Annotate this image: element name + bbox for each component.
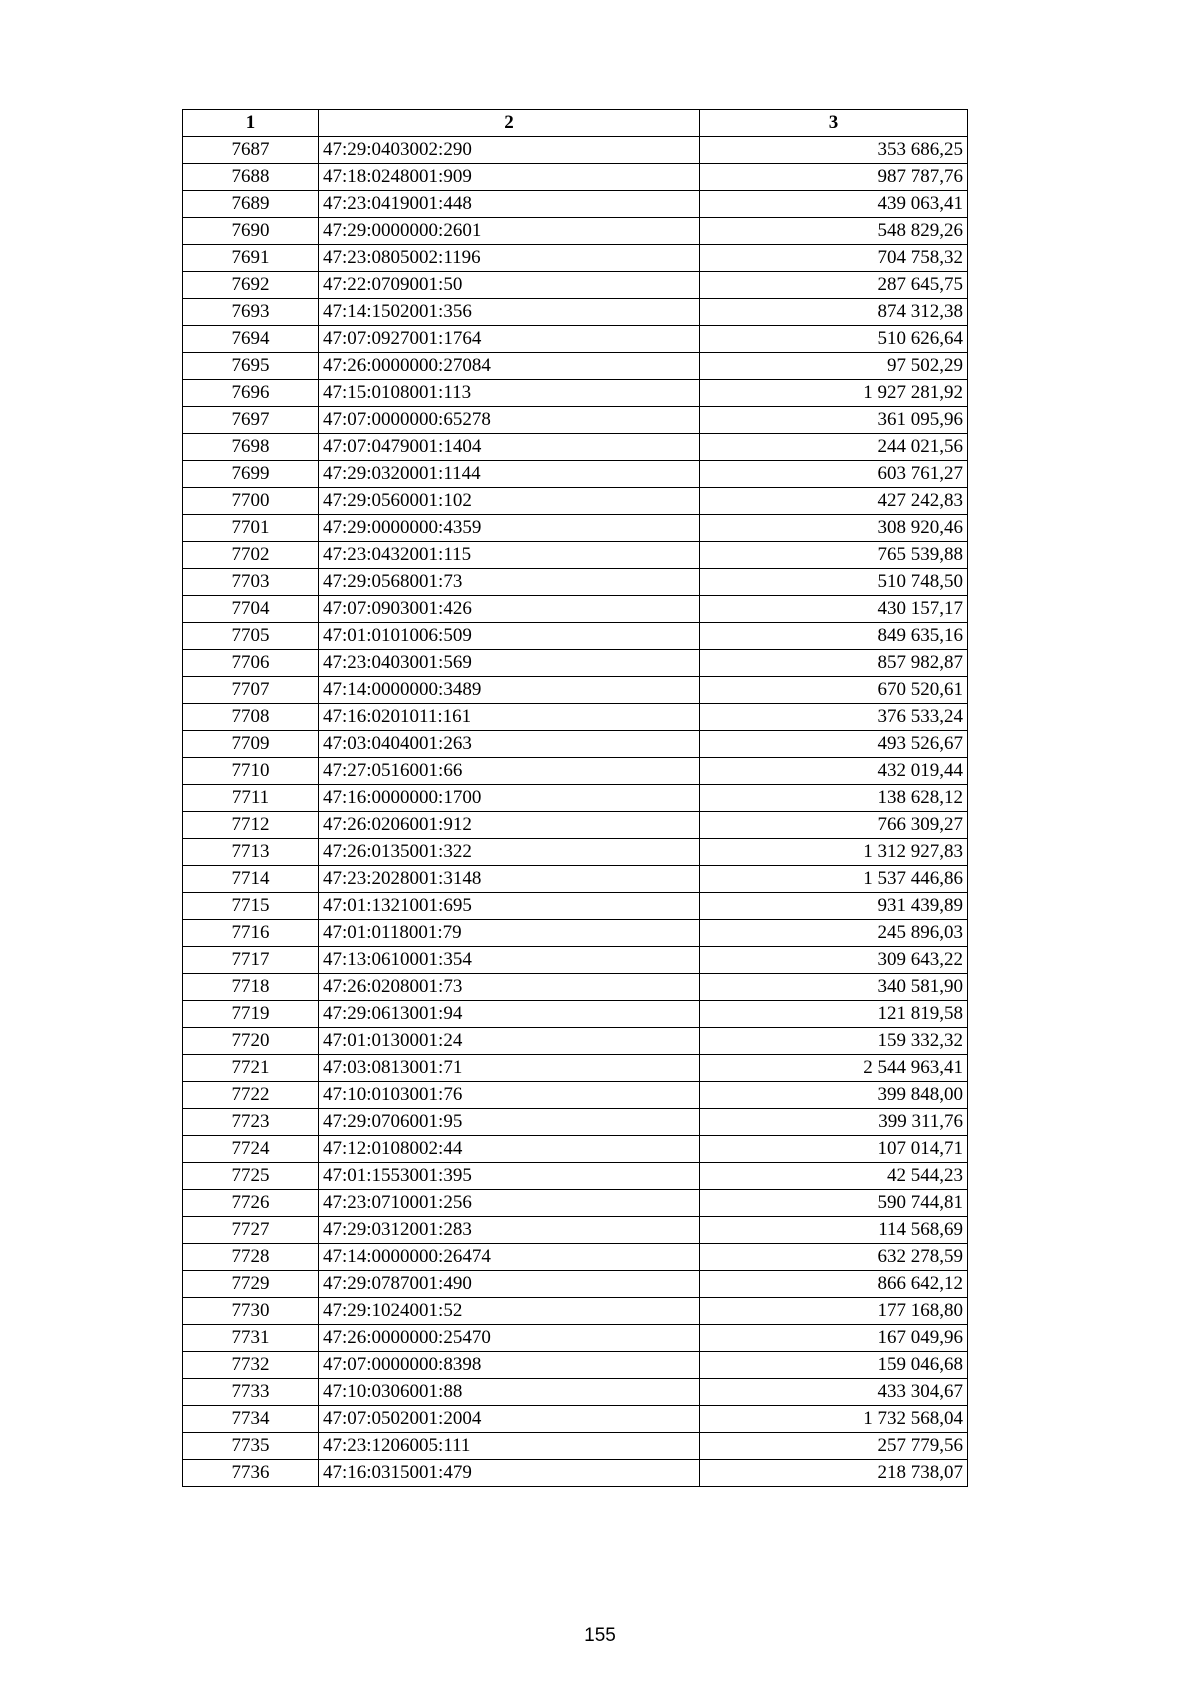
cadastral-number-cell: 47:29:0403002:290 [319, 137, 700, 164]
value-cell: 1 927 281,92 [700, 380, 968, 407]
value-cell: 765 539,88 [700, 542, 968, 569]
value-cell: 987 787,76 [700, 164, 968, 191]
row-number-cell: 7697 [183, 407, 319, 434]
value-cell: 399 311,76 [700, 1109, 968, 1136]
table-row [183, 1460, 968, 1487]
value-cell: 603 761,27 [700, 461, 968, 488]
table-row [183, 434, 968, 461]
value-cell: 670 520,61 [700, 677, 968, 704]
row-number-cell: 7730 [183, 1298, 319, 1325]
cadastral-number-cell: 47:01:0101006:509 [319, 623, 700, 650]
row-number-cell: 7712 [183, 812, 319, 839]
row-number-cell: 7719 [183, 1001, 319, 1028]
cadastral-number-cell: 47:03:0404001:263 [319, 731, 700, 758]
cadastral-number-cell: 47:26:0208001:73 [319, 974, 700, 1001]
row-number-cell: 7692 [183, 272, 319, 299]
cadastral-number-cell: 47:29:0706001:95 [319, 1109, 700, 1136]
row-number-cell: 7731 [183, 1325, 319, 1352]
table-row [183, 785, 968, 812]
row-number-cell: 7735 [183, 1433, 319, 1460]
table-row [183, 758, 968, 785]
row-number-cell: 7727 [183, 1217, 319, 1244]
cadastral-number-cell: 47:12:0108002:44 [319, 1136, 700, 1163]
value-cell: 138 628,12 [700, 785, 968, 812]
value-cell: 159 046,68 [700, 1352, 968, 1379]
cadastral-number-cell: 47:07:0000000:8398 [319, 1352, 700, 1379]
cadastral-number-cell: 47:29:1024001:52 [319, 1298, 700, 1325]
value-cell: 931 439,89 [700, 893, 968, 920]
row-number-cell: 7690 [183, 218, 319, 245]
table-row [183, 1163, 968, 1190]
table-row [183, 1001, 968, 1028]
table-row [183, 1379, 968, 1406]
cadastral-number-cell: 47:26:0000000:25470 [319, 1325, 700, 1352]
row-number-cell: 7701 [183, 515, 319, 542]
value-cell: 399 848,00 [700, 1082, 968, 1109]
row-number-cell: 7729 [183, 1271, 319, 1298]
row-number-cell: 7734 [183, 1406, 319, 1433]
table-row [183, 704, 968, 731]
row-number-cell: 7713 [183, 839, 319, 866]
row-number-cell: 7733 [183, 1379, 319, 1406]
cadastral-number-cell: 47:29:0000000:2601 [319, 218, 700, 245]
table-row [183, 731, 968, 758]
value-cell: 287 645,75 [700, 272, 968, 299]
value-cell: 97 502,29 [700, 353, 968, 380]
cadastral-number-cell: 47:07:0502001:2004 [319, 1406, 700, 1433]
table-row [183, 515, 968, 542]
cadastral-number-cell: 47:29:0560001:102 [319, 488, 700, 515]
table-row [183, 461, 968, 488]
cadastral-number-cell: 47:15:0108001:113 [319, 380, 700, 407]
table-row [183, 218, 968, 245]
table-row [183, 1190, 968, 1217]
row-number-cell: 7705 [183, 623, 319, 650]
row-number-cell: 7695 [183, 353, 319, 380]
row-number-cell: 7715 [183, 893, 319, 920]
value-cell: 1 732 568,04 [700, 1406, 968, 1433]
cadastral-number-cell: 47:10:0103001:76 [319, 1082, 700, 1109]
table-row [183, 1109, 968, 1136]
table-row [183, 1325, 968, 1352]
cadastral-number-cell: 47:26:0135001:322 [319, 839, 700, 866]
cadastral-number-cell: 47:23:1206005:111 [319, 1433, 700, 1460]
table-row [183, 326, 968, 353]
value-cell: 766 309,27 [700, 812, 968, 839]
cadastral-number-cell: 47:29:0320001:1144 [319, 461, 700, 488]
row-number-cell: 7723 [183, 1109, 319, 1136]
row-number-cell: 7721 [183, 1055, 319, 1082]
cadastral-number-cell: 47:16:0201011:161 [319, 704, 700, 731]
row-number-cell: 7726 [183, 1190, 319, 1217]
row-number-cell: 7707 [183, 677, 319, 704]
value-cell: 493 526,67 [700, 731, 968, 758]
table-row [183, 245, 968, 272]
table-header-row [183, 110, 968, 137]
table-row [183, 677, 968, 704]
value-cell: 167 049,96 [700, 1325, 968, 1352]
row-number-cell: 7699 [183, 461, 319, 488]
cadastral-number-cell: 47:23:0419001:448 [319, 191, 700, 218]
table-row [183, 353, 968, 380]
value-cell: 590 744,81 [700, 1190, 968, 1217]
value-cell: 353 686,25 [700, 137, 968, 164]
value-cell: 632 278,59 [700, 1244, 968, 1271]
table-row [183, 488, 968, 515]
value-cell: 704 758,32 [700, 245, 968, 272]
row-number-cell: 7708 [183, 704, 319, 731]
table-row [183, 1244, 968, 1271]
table-row [183, 137, 968, 164]
row-number-cell: 7700 [183, 488, 319, 515]
value-cell: 439 063,41 [700, 191, 968, 218]
row-number-cell: 7687 [183, 137, 319, 164]
row-number-cell: 7718 [183, 974, 319, 1001]
row-number-cell: 7720 [183, 1028, 319, 1055]
cadastral-number-cell: 47:23:0710001:256 [319, 1190, 700, 1217]
value-cell: 107 014,71 [700, 1136, 968, 1163]
value-cell: 376 533,24 [700, 704, 968, 731]
row-number-cell: 7694 [183, 326, 319, 353]
table-row [183, 839, 968, 866]
cadastral-number-cell: 47:29:0312001:283 [319, 1217, 700, 1244]
table-row [183, 164, 968, 191]
row-number-cell: 7736 [183, 1460, 319, 1487]
column-header-number: 1 [183, 110, 319, 137]
row-number-cell: 7691 [183, 245, 319, 272]
row-number-cell: 7725 [183, 1163, 319, 1190]
table-row [183, 1055, 968, 1082]
cadastral-number-cell: 47:13:0610001:354 [319, 947, 700, 974]
value-cell: 874 312,38 [700, 299, 968, 326]
table-row [183, 191, 968, 218]
value-cell: 866 642,12 [700, 1271, 968, 1298]
cadastral-number-cell: 47:01:0130001:24 [319, 1028, 700, 1055]
cadastral-number-cell: 47:26:0206001:912 [319, 812, 700, 839]
cadastral-number-cell: 47:10:0306001:88 [319, 1379, 700, 1406]
table-row [183, 623, 968, 650]
value-cell: 510 748,50 [700, 569, 968, 596]
table-row [183, 380, 968, 407]
cadastral-number-cell: 47:29:0000000:4359 [319, 515, 700, 542]
cadastral-number-cell: 47:01:1321001:695 [319, 893, 700, 920]
value-cell: 430 157,17 [700, 596, 968, 623]
cadastral-number-cell: 47:23:0432001:115 [319, 542, 700, 569]
cadastral-number-cell: 47:23:2028001:3148 [319, 866, 700, 893]
table-row [183, 272, 968, 299]
table-row [183, 920, 968, 947]
table-body [183, 137, 968, 1487]
value-cell: 159 332,32 [700, 1028, 968, 1055]
row-number-cell: 7689 [183, 191, 319, 218]
table-row [183, 1406, 968, 1433]
cadastral-number-cell: 47:16:0000000:1700 [319, 785, 700, 812]
row-number-cell: 7703 [183, 569, 319, 596]
value-cell: 2 544 963,41 [700, 1055, 968, 1082]
row-number-cell: 7704 [183, 596, 319, 623]
value-cell: 361 095,96 [700, 407, 968, 434]
table-row [183, 596, 968, 623]
column-header-cadastral-number: 2 [319, 110, 700, 137]
row-number-cell: 7702 [183, 542, 319, 569]
value-cell: 308 920,46 [700, 515, 968, 542]
cadastral-number-cell: 47:23:0805002:1196 [319, 245, 700, 272]
value-cell: 114 568,69 [700, 1217, 968, 1244]
cadastral-number-cell: 47:07:0927001:1764 [319, 326, 700, 353]
value-cell: 849 635,16 [700, 623, 968, 650]
cadastral-number-cell: 47:29:0568001:73 [319, 569, 700, 596]
table-row [183, 1298, 968, 1325]
value-cell: 257 779,56 [700, 1433, 968, 1460]
cadastral-number-cell: 47:16:0315001:479 [319, 1460, 700, 1487]
table-row [183, 299, 968, 326]
value-cell: 177 168,80 [700, 1298, 968, 1325]
cadastral-number-cell: 47:14:0000000:3489 [319, 677, 700, 704]
table-row [183, 1352, 968, 1379]
cadastral-number-cell: 47:29:0613001:94 [319, 1001, 700, 1028]
table-row [183, 974, 968, 1001]
cadastral-number-cell: 47:23:0403001:569 [319, 650, 700, 677]
table-row [183, 1136, 968, 1163]
row-number-cell: 7696 [183, 380, 319, 407]
cadastral-value-table [182, 109, 968, 1487]
table-row [183, 866, 968, 893]
cadastral-number-cell: 47:07:0000000:65278 [319, 407, 700, 434]
row-number-cell: 7722 [183, 1082, 319, 1109]
row-number-cell: 7698 [183, 434, 319, 461]
table-row [183, 1217, 968, 1244]
cadastral-number-cell: 47:07:0479001:1404 [319, 434, 700, 461]
value-cell: 1 312 927,83 [700, 839, 968, 866]
table-row [183, 1082, 968, 1109]
value-cell: 548 829,26 [700, 218, 968, 245]
table-row [183, 893, 968, 920]
value-cell: 245 896,03 [700, 920, 968, 947]
value-cell: 857 982,87 [700, 650, 968, 677]
row-number-cell: 7714 [183, 866, 319, 893]
cadastral-number-cell: 47:01:1553001:395 [319, 1163, 700, 1190]
row-number-cell: 7716 [183, 920, 319, 947]
row-number-cell: 7711 [183, 785, 319, 812]
row-number-cell: 7706 [183, 650, 319, 677]
cadastral-number-cell: 47:14:1502001:356 [319, 299, 700, 326]
row-number-cell: 7710 [183, 758, 319, 785]
table-row [183, 1271, 968, 1298]
row-number-cell: 7732 [183, 1352, 319, 1379]
value-cell: 42 544,23 [700, 1163, 968, 1190]
value-cell: 340 581,90 [700, 974, 968, 1001]
row-number-cell: 7724 [183, 1136, 319, 1163]
value-cell: 510 626,64 [700, 326, 968, 353]
cadastral-number-cell: 47:26:0000000:27084 [319, 353, 700, 380]
value-cell: 244 021,56 [700, 434, 968, 461]
column-header-value: 3 [700, 110, 968, 137]
cadastral-number-cell: 47:14:0000000:26474 [319, 1244, 700, 1271]
row-number-cell: 7688 [183, 164, 319, 191]
cadastral-number-cell: 47:18:0248001:909 [319, 164, 700, 191]
table-row [183, 1433, 968, 1460]
row-number-cell: 7693 [183, 299, 319, 326]
value-cell: 218 738,07 [700, 1460, 968, 1487]
cadastral-number-cell: 47:01:0118001:79 [319, 920, 700, 947]
value-cell: 432 019,44 [700, 758, 968, 785]
table-row [183, 650, 968, 677]
table-row [183, 569, 968, 596]
row-number-cell: 7728 [183, 1244, 319, 1271]
table-row [183, 542, 968, 569]
table-row [183, 947, 968, 974]
cadastral-number-cell: 47:22:0709001:50 [319, 272, 700, 299]
table-row [183, 407, 968, 434]
value-cell: 433 304,67 [700, 1379, 968, 1406]
cadastral-number-cell: 47:29:0787001:490 [319, 1271, 700, 1298]
table-row [183, 1028, 968, 1055]
cadastral-number-cell: 47:27:0516001:66 [319, 758, 700, 785]
page-number: 155 [584, 1625, 616, 1646]
cadastral-number-cell: 47:07:0903001:426 [319, 596, 700, 623]
row-number-cell: 7709 [183, 731, 319, 758]
value-cell: 309 643,22 [700, 947, 968, 974]
table-row [183, 812, 968, 839]
row-number-cell: 7717 [183, 947, 319, 974]
value-cell: 121 819,58 [700, 1001, 968, 1028]
cadastral-number-cell: 47:03:0813001:71 [319, 1055, 700, 1082]
value-cell: 1 537 446,86 [700, 866, 968, 893]
value-cell: 427 242,83 [700, 488, 968, 515]
